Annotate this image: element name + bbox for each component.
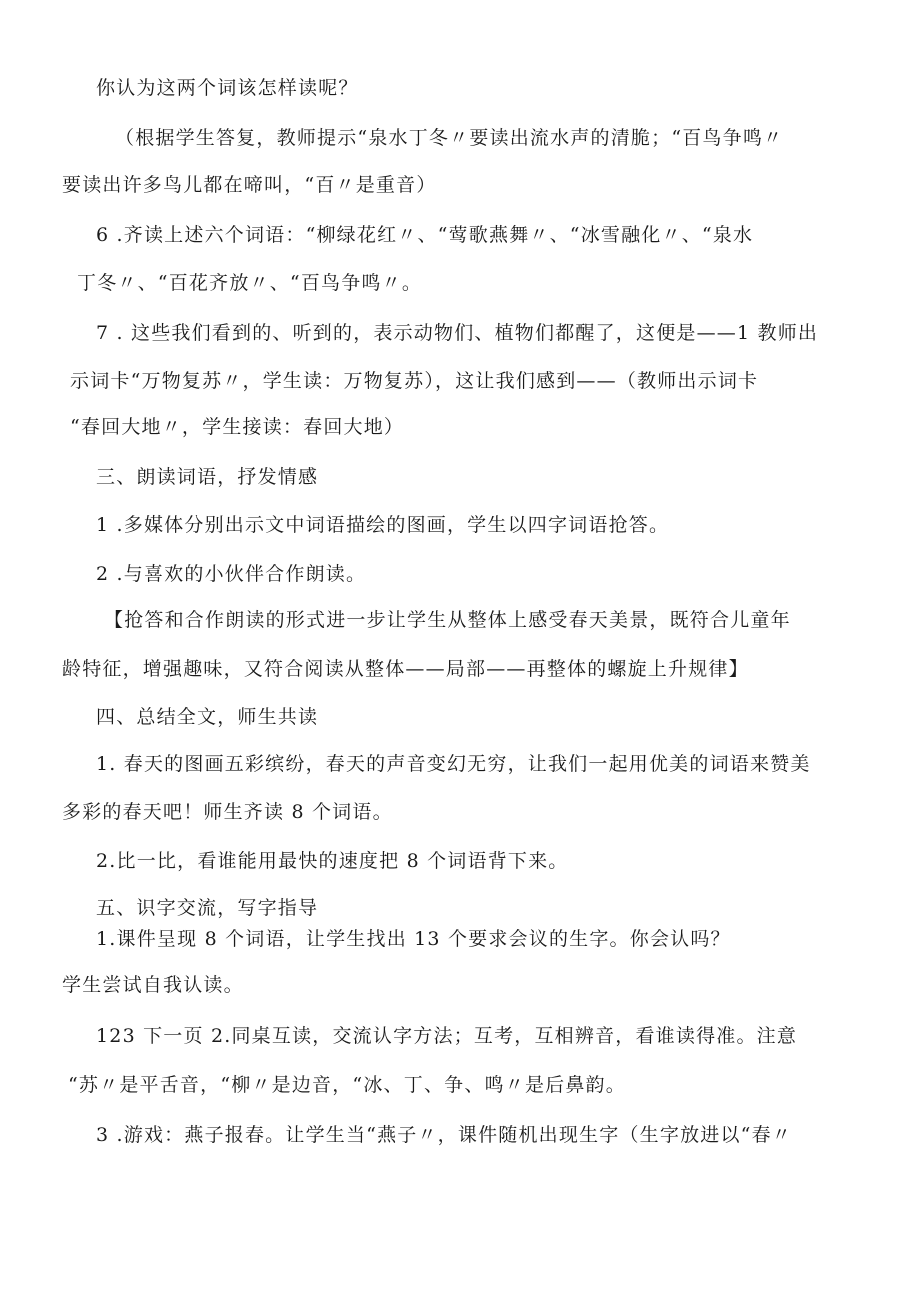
text-line: 要读出许多鸟儿都在啼叫，“百〃是重音） xyxy=(62,174,437,196)
section-heading: 三、朗读词语，抒发情感 xyxy=(96,466,319,488)
text-line: “春回大地〃，学生接读：春回大地） xyxy=(70,416,405,438)
text-line: 1.课件呈现 8 个词语，让学生找出 13 个要求会议的生字。你会认吗？ xyxy=(96,928,731,950)
text-line: 3 .游戏：燕子报春。让学生当“燕子〃，课件随机出现生字（生字放进以“春〃 xyxy=(96,1124,792,1146)
text-line: 多彩的春天吧！师生齐读 8 个词语。 xyxy=(62,801,393,823)
text-line: “苏〃是平舌音，“柳〃是边音，“冰、丁、争、鸣〃是后鼻韵。 xyxy=(68,1074,626,1096)
text-line: 7 . 这些我们看到的、听到的，表示动物们、植物们都醒了，这便是——1 教师出 xyxy=(96,322,819,344)
text-line: 你认为这两个词该怎样读呢？ xyxy=(96,77,359,99)
text-line: 123 下一页 2.同桌互读，交流认字方法；互考，互相辨音，看谁读得准。注意 xyxy=(96,1025,798,1047)
section-heading: 四、总结全文，师生共读 xyxy=(96,706,319,728)
text-line: 2 .与喜欢的小伙伴合作朗读。 xyxy=(96,563,367,585)
text-line: 丁冬〃、“百花齐放〃、“百鸟争鸣〃。 xyxy=(77,272,423,294)
text-line: 示词卡“万物复苏〃，学生读：万物复苏），这让我们感到——（教师出示词卡 xyxy=(70,370,759,392)
text-line: （根据学生答复，教师提示“泉水丁冬〃要读出流水声的清脆；“百鸟争鸣〃 xyxy=(115,127,784,149)
text-line: 【抢答和合作朗读的形式进一步让学生从整体上感受春天美景，既符合儿童年 xyxy=(104,609,791,631)
text-line: 2.比一比，看谁能用最快的速度把 8 个词语背下来。 xyxy=(96,850,569,872)
text-line: 龄特征，增强趣味，又符合阅读从整体——局部——再整体的螺旋上升规律】 xyxy=(62,658,749,680)
text-line: 1 .多媒体分别出示文中词语描绘的图画，学生以四字词语抢答。 xyxy=(96,514,670,536)
text-line: 1. 春天的图画五彩缤纷，春天的声音变幻无穷，让我们一起用优美的词语来赞美 xyxy=(96,753,811,775)
section-heading: 五、识字交流，写字指导 xyxy=(96,897,319,919)
text-line: 6 .齐读上述六个词语：“柳绿花红〃、“莺歌燕舞〃、“冰雪融化〃、“泉水 xyxy=(96,224,754,246)
text-line: 学生尝试自我认读。 xyxy=(62,974,244,996)
